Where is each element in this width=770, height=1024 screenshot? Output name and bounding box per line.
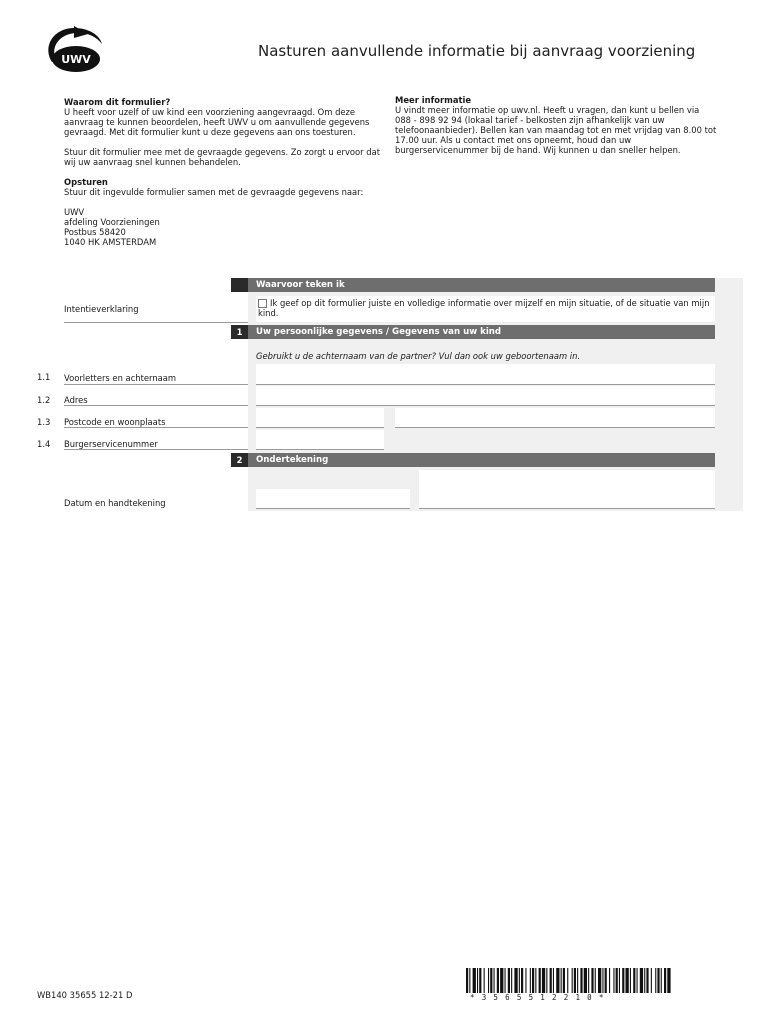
intro-left: [64, 97, 382, 247]
field-number: 1.2: [37, 395, 51, 405]
barcode: [466, 968, 671, 993]
more-info-text: U vindt meer informatie op uwv.nl. Heeft u vragen, dan kunt u bellen via 088 - 898 92 94 (lokaal tarief - belkosten zijn afhankelijk van uw telefoonaanbieder). Bellen kan van maandag tot en met vrijdag van 8.00 tot 17.00 uur. Als u contact met ons opneemt, houd dan uw burgerservicenummer bij de hand. Wij kunnen u dan sneller helpen.: [395, 105, 717, 155]
divider: [64, 322, 248, 323]
divider: [64, 449, 248, 450]
field-number: 1.1: [37, 372, 51, 382]
address-line: UWV: [64, 207, 85, 217]
field-label: Adres: [64, 395, 88, 405]
send-text: Stuur dit ingevulde formulier samen met de gevraagde gegevens naar:: [64, 187, 364, 197]
why-text: U heeft voor uzelf of uw kind een voorziening aangevraagd. Om deze aanvraag te kunnen beoordelen, heeft UWV u om aanvullende gegevens gevraagd. Met dit formulier kunt u deze gegevens aan ons toesturen.: [64, 107, 370, 137]
address-line: 1040 HK AMSTERDAM: [64, 237, 157, 247]
field-label: Postcode en woonplaats: [64, 417, 166, 427]
date-input[interactable]: [256, 489, 410, 509]
declaration-text: Ik geef op dit formulier juiste en volledige informatie over mijzelf en mijn situatie, of de situatie van mijn kind.: [258, 298, 710, 318]
divider: [64, 405, 248, 406]
signature-label: Datum en handtekening: [64, 498, 166, 508]
field-label: Voorletters en achternaam: [64, 373, 177, 383]
send-along-text: Stuur dit formulier mee met de gevraagde gegevens. Zo zorgt u ervoor dat wij uw aanvraag snel kunnen behandelen.: [64, 147, 381, 167]
personal-header: Uw persoonlijke gegevens / Gegevens van uw kind: [248, 325, 715, 339]
divider: [64, 427, 248, 428]
section-number: 1: [231, 325, 248, 339]
field-label: Burgerservicenummer: [64, 439, 158, 449]
more-info-heading: Meer informatie: [395, 95, 472, 105]
address-line: Postbus 58420: [64, 227, 126, 237]
send-heading: Opsturen: [64, 177, 108, 187]
bsn-input[interactable]: [256, 430, 384, 450]
section-number: 2: [231, 453, 248, 467]
declaration-label: Intentieverklaring: [64, 304, 139, 314]
field-number: 1.4: [37, 439, 51, 449]
barcode-text: *3565512210*: [470, 993, 611, 1002]
form-title: Nasturen aanvullende informatie bij aanvraag voorziening: [258, 42, 696, 60]
why-heading: Waarom dit formulier?: [64, 97, 171, 107]
declaration-header: Waarvoor teken ik: [248, 278, 715, 292]
form-code: WB140 35655 12-21 D: [37, 990, 133, 1000]
divider: [64, 384, 248, 385]
signature-field[interactable]: [419, 470, 715, 509]
logo-text: UWV: [61, 53, 91, 66]
field-number: 1.3: [37, 417, 51, 427]
address-line: afdeling Voorzieningen: [64, 217, 160, 227]
address-input[interactable]: [256, 386, 715, 406]
section-marker: [231, 278, 248, 292]
intro-right: [395, 95, 717, 155]
postcode-input[interactable]: [256, 408, 384, 428]
personal-hint: Gebruikt u de achternaam van de partner? Vul dan ook uw geboortenaam in.: [256, 351, 581, 361]
signature-header: Ondertekening: [248, 453, 715, 467]
uwv-logo: [38, 22, 108, 78]
city-input[interactable]: [395, 408, 715, 428]
initials-lastname-input[interactable]: [256, 364, 715, 385]
